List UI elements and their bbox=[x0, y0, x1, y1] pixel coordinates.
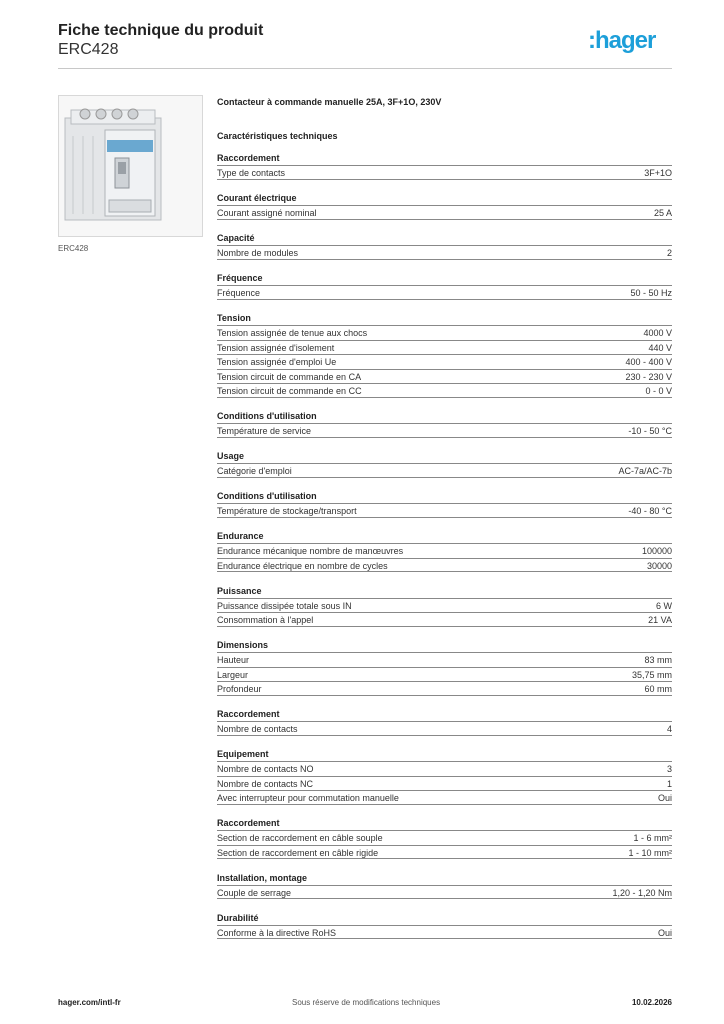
hager-logo: :hager bbox=[588, 27, 656, 54]
spec-row bbox=[217, 205, 672, 220]
spec-group-title: Capacité bbox=[217, 233, 255, 243]
spec-row bbox=[217, 558, 672, 573]
spec-value: -10 - 50 °C bbox=[628, 426, 672, 436]
spec-row bbox=[217, 776, 672, 791]
spec-group bbox=[217, 584, 672, 627]
spec-group bbox=[217, 151, 672, 180]
spec-group bbox=[217, 529, 672, 572]
spec-label: Endurance mécanique nombre de manœuvres bbox=[217, 546, 404, 556]
spec-label: Température de service bbox=[217, 426, 312, 436]
spec-label: Nombre de contacts NC bbox=[217, 778, 314, 789]
product-image bbox=[58, 95, 203, 237]
spec-row bbox=[217, 830, 672, 845]
footer-date: 10.02.2026 bbox=[631, 998, 672, 1007]
spec-row bbox=[217, 845, 672, 860]
spec-value: 1 - 6 mm² bbox=[633, 833, 672, 843]
spec-group-title: Dimensions bbox=[217, 640, 269, 650]
spec-group-title: Equipement bbox=[217, 749, 269, 759]
spec-value: 3F+1O bbox=[644, 168, 672, 178]
spec-label: Tension circuit de commande en CA bbox=[217, 371, 362, 382]
spec-row bbox=[217, 285, 672, 300]
spec-value: 4000 V bbox=[643, 328, 672, 338]
spec-group-title: Puissance bbox=[217, 585, 262, 596]
spec-group-title: Raccordement bbox=[217, 153, 280, 163]
spec-value: -40 - 80 °C bbox=[628, 506, 672, 516]
spec-row bbox=[217, 612, 672, 627]
spec-group-title: Raccordement bbox=[217, 709, 280, 719]
page-title: Fiche technique du produit bbox=[58, 22, 264, 39]
spec-group-title: Usage bbox=[217, 451, 245, 461]
spec-value: Oui bbox=[657, 927, 672, 938]
spec-row bbox=[217, 790, 672, 805]
spec-row bbox=[217, 463, 672, 478]
spec-group bbox=[217, 311, 672, 398]
spec-value: 30000 bbox=[646, 560, 672, 571]
spec-label: Type de contacts bbox=[217, 168, 286, 178]
spec-label: Nombre de contacts NO bbox=[217, 764, 314, 774]
spec-row bbox=[217, 925, 672, 940]
spec-row bbox=[217, 598, 672, 613]
spec-label: Puissance dissipée totale sous IN bbox=[217, 600, 352, 611]
spec-value: 2 bbox=[666, 248, 672, 258]
spec-group-title: Tension bbox=[217, 313, 251, 323]
spec-label: Section de raccordement en câble rigide bbox=[217, 847, 379, 858]
spec-label: Hauteur bbox=[217, 655, 250, 665]
spec-value: 1,20 - 1,20 Nm bbox=[612, 887, 672, 898]
spec-label: Température de stockage/transport bbox=[217, 506, 357, 516]
spec-value: 21 VA bbox=[648, 615, 672, 625]
spec-group bbox=[217, 409, 672, 438]
spec-value: 1 - 10 mm² bbox=[628, 847, 672, 858]
spec-group-title: Endurance bbox=[217, 531, 264, 541]
spec-value: 25 A bbox=[653, 208, 672, 218]
spec-group-title: Installation, montage bbox=[217, 872, 308, 883]
spec-row bbox=[217, 369, 672, 384]
spec-group bbox=[217, 638, 672, 696]
spec-value: 83 mm bbox=[644, 655, 672, 665]
spec-group-title: Raccordement bbox=[217, 818, 280, 828]
product-reference: ERC428 bbox=[58, 41, 119, 58]
spec-groups bbox=[217, 151, 672, 939]
spec-value: AC-7a/AC-7b bbox=[618, 466, 672, 476]
spec-group-title: Fréquence bbox=[217, 273, 263, 283]
spec-row bbox=[217, 885, 672, 900]
spec-label: Tension circuit de commande en CC bbox=[217, 386, 362, 396]
product-description: Contacteur à commande manuelle 25A, 3F+1O, 230V bbox=[217, 97, 442, 107]
spec-row bbox=[217, 503, 672, 518]
spec-value: 0 - 0 V bbox=[645, 386, 672, 396]
spec-label: Conforme à la directive RoHS bbox=[217, 927, 337, 938]
spec-label: Section de raccordement en câble souple bbox=[217, 833, 383, 843]
spec-label: Nombre de modules bbox=[217, 248, 299, 258]
spec-label: Courant assigné nominal bbox=[217, 208, 317, 218]
spec-group bbox=[217, 271, 672, 300]
spec-label: Couple de serrage bbox=[217, 887, 292, 898]
spec-label: Tension assignée de tenue aux chocs bbox=[217, 328, 368, 338]
spec-row bbox=[217, 543, 672, 558]
spec-group-title: Courant électrique bbox=[217, 193, 297, 203]
spec-label: Tension assignée d'isolement bbox=[217, 342, 335, 353]
contactor-illustration bbox=[59, 96, 202, 236]
image-caption: ERC428 bbox=[58, 244, 89, 253]
footer-website: hager.com/intl-fr bbox=[58, 998, 121, 1007]
spec-content bbox=[217, 97, 672, 951]
spec-value: 230 - 230 V bbox=[625, 371, 672, 382]
spec-label: Consommation à l'appel bbox=[217, 615, 314, 625]
spec-value: 60 mm bbox=[644, 684, 672, 694]
spec-row bbox=[217, 165, 672, 180]
spec-row bbox=[217, 652, 672, 667]
footer-notice: Sous réserve de modifications techniques bbox=[292, 998, 441, 1007]
spec-group bbox=[217, 231, 672, 260]
spec-row bbox=[217, 354, 672, 369]
spec-group bbox=[217, 449, 672, 478]
specs-heading: Caractéristiques techniques bbox=[217, 131, 338, 141]
spec-value: 50 - 50 Hz bbox=[630, 288, 672, 298]
spec-group bbox=[217, 816, 672, 859]
spec-value: 400 - 400 V bbox=[625, 357, 672, 367]
spec-value: 440 V bbox=[648, 342, 672, 353]
spec-row bbox=[217, 383, 672, 398]
spec-value: 4 bbox=[666, 724, 672, 734]
spec-label: Endurance électrique en nombre de cycles bbox=[217, 560, 388, 571]
spec-value: 6 W bbox=[655, 600, 672, 611]
spec-value: Oui bbox=[657, 793, 672, 803]
spec-value: 1 bbox=[666, 778, 672, 789]
spec-row bbox=[217, 245, 672, 260]
spec-group bbox=[217, 871, 672, 900]
spec-row bbox=[217, 761, 672, 776]
spec-label: Tension assignée d'emploi Ue bbox=[217, 357, 337, 367]
spec-label: Nombre de contacts bbox=[217, 724, 298, 734]
spec-value: 3 bbox=[666, 764, 672, 774]
spec-group-title: Durabilité bbox=[217, 912, 259, 923]
spec-group bbox=[217, 911, 672, 940]
spec-value: 35,75 mm bbox=[631, 669, 672, 680]
spec-value: 100000 bbox=[641, 546, 672, 556]
spec-label: Profondeur bbox=[217, 684, 262, 694]
spec-group bbox=[217, 489, 672, 518]
spec-group-title: Conditions d'utilisation bbox=[217, 491, 317, 501]
spec-row bbox=[217, 681, 672, 696]
header-divider bbox=[58, 68, 672, 69]
spec-group bbox=[217, 747, 672, 805]
spec-row bbox=[217, 340, 672, 355]
spec-group bbox=[217, 707, 672, 736]
spec-row bbox=[217, 721, 672, 736]
spec-label: Catégorie d'emploi bbox=[217, 466, 292, 476]
spec-label: Avec interrupteur pour commutation manuelle bbox=[217, 793, 399, 803]
spec-group bbox=[217, 191, 672, 220]
page-header bbox=[58, 22, 263, 60]
spec-row bbox=[217, 325, 672, 340]
spec-row bbox=[217, 423, 672, 438]
spec-label: Fréquence bbox=[217, 288, 261, 298]
spec-group-title: Conditions d'utilisation bbox=[217, 411, 317, 421]
spec-label: Largeur bbox=[217, 669, 249, 680]
spec-row bbox=[217, 667, 672, 682]
